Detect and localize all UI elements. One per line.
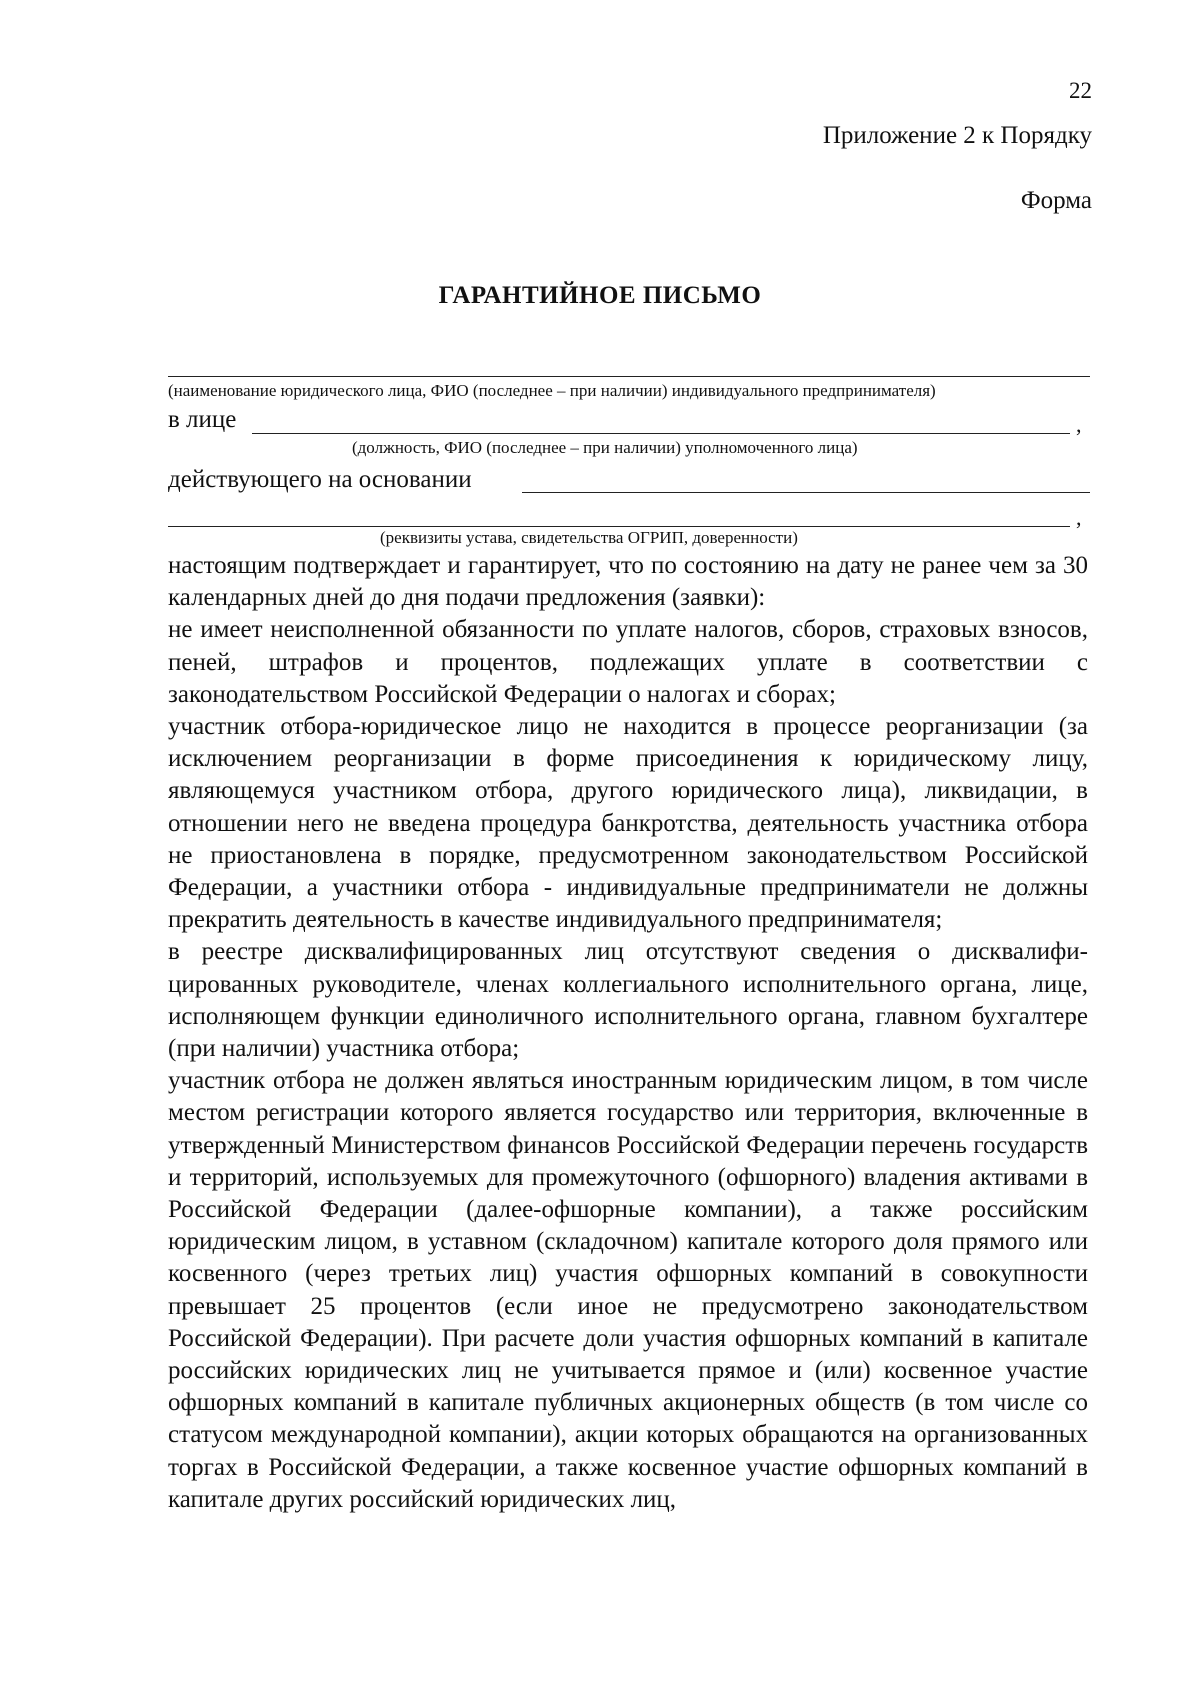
page-number: 22 (1069, 78, 1092, 103)
entity-name-caption: (наименование юридического лица, ФИО (последнее – при наличии) индивидуального предпринимателя) (168, 381, 936, 400)
paragraph-offshore: участник отбора не должен являться иностранным юридическим лицом, в том числе местом регистрации которого является государство или территория, включенные в утвержденный Министерством финансов Российской Федерации перечень государств и территорий, используемых для промежуточного (офшорного) владения активами в Российской Федерации (далее-офшорные компании), а также российским юридическим лицом, в уставном (складочном) капитале которого доля прямого или косвенного (через третьих лиц) участия офшорных компаний в совокупности превышает 25 процентов (если иное не предусмотрено законодательством Российской Федерации). При расчете доли участия офшорных компаний в капитале российских юридических лиц не учитывается прямое и (или) косвенное участие офшорных компаний в капитале публичных акционерных обществ (в том числе со статусом международной компании), акции которых обращаются на организованных торгах в Российской Федерации, а также косвенное участие офшорных компаний в капитале других российский юридических лиц, (168, 1067, 1088, 1513)
document-title: ГАРАНТИЙНОЕ ПИСЬМО (438, 282, 762, 309)
appendix-label: Приложение 2 к Порядку (822, 122, 1092, 149)
entity-name-line (168, 376, 1090, 377)
represented-by-label: в лице (168, 406, 237, 433)
represented-by-line (252, 433, 1070, 434)
acting-basis-comma: , (1076, 505, 1082, 530)
represented-by-comma: , (1076, 412, 1082, 437)
body-text (168, 550, 1088, 1516)
acting-basis-line-1 (522, 492, 1090, 493)
paragraph-reorganization: участник отбора-юридическое лицо не находится в процессе реорганизации (за исключением реорганизации в форме присоединения к юридическому лицу, являющемуся участником отбора, другого юридического лица), ликвидации, в отношении него не введена процедура банкротства, деятельность участника отбора не приостановлена в порядке, предусмотренном законодательством Российской Федерации, а участники отбора - индивидуальные предприниматели не должны прекратить деятельность в качестве индивидуального предпринимателя; (168, 713, 1088, 934)
paragraph-taxes: не имеет неисполненной обязанности по уплате налогов, сборов, страховых взносов, пеней, штрафов и процентов, подлежащих уплате в соответствии с законодательством Российской Федерации о налогах и сборах; (168, 616, 1088, 708)
acting-basis-line-2 (168, 526, 1070, 527)
acting-basis-caption: (реквизиты устава, свидетельства ОГРИП, доверенности) (380, 528, 798, 547)
represented-by-caption: (должность, ФИО (последнее – при наличии) уполномоченного лица) (352, 438, 858, 457)
acting-basis-label: действующего на основании (168, 466, 472, 493)
paragraph-intro: настоящим подтверждает и гарантирует, что по состоянию на дату не ранее чем за 30 календарных дней до дня подачи предложения (заявки): (168, 552, 1088, 612)
paragraph-disqualified: в реестре дисквалифицированных лиц отсутствуют сведения о дисквалифицированных руководителе, членах коллегиального исполнительного органа, лице, исполняющем функции единоличного исполнительного органа, главном бухгалтере (при наличии) участника отбора; (168, 938, 1088, 1063)
form-label: Форма (1020, 187, 1092, 214)
